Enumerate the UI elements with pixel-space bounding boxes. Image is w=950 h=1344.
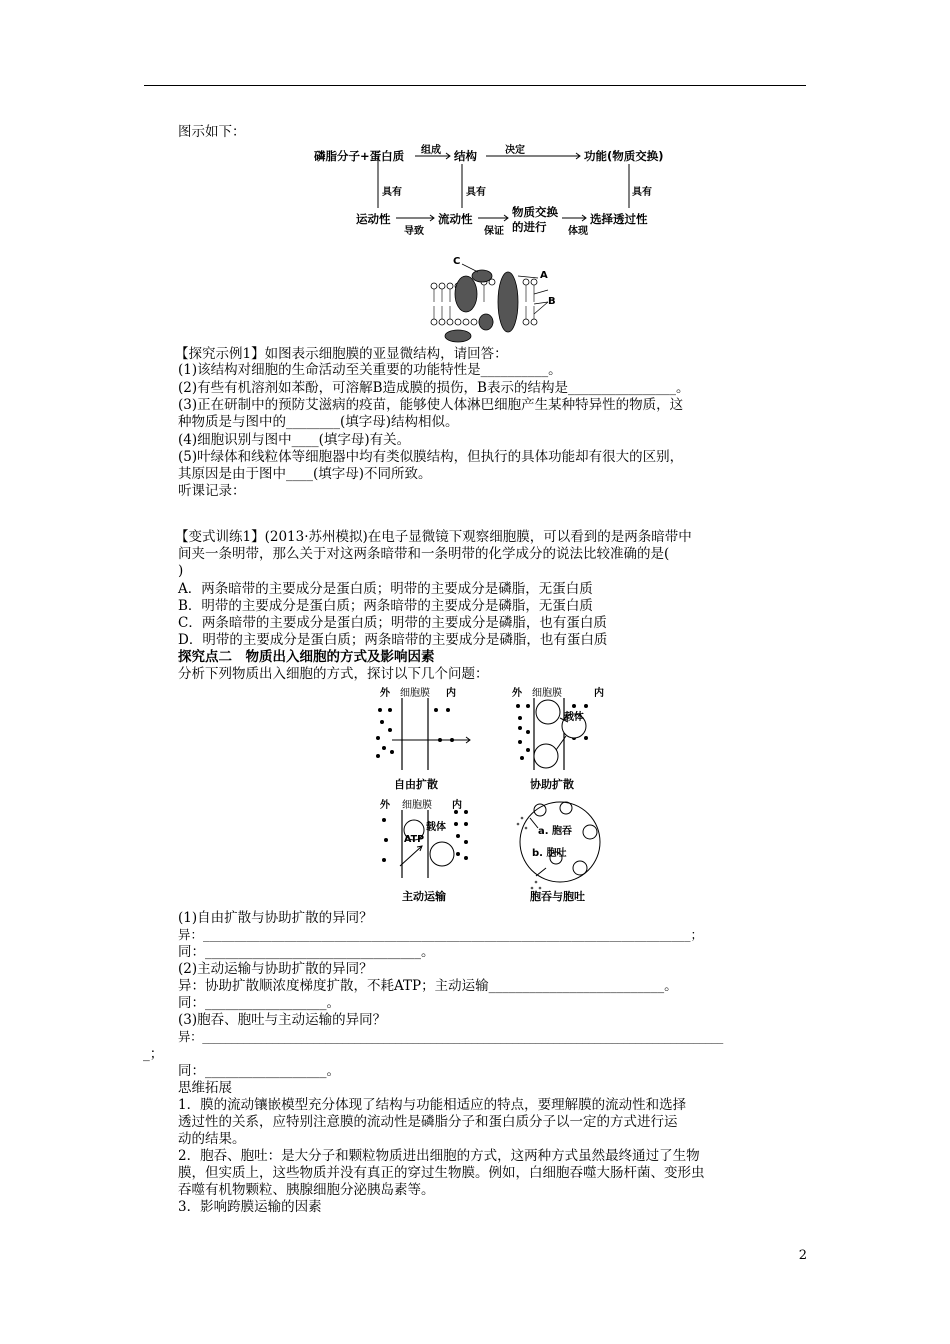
example1-q4: (4)细胞识别与图中____(填字母)有关。 [178,432,411,448]
cm-have-1: 具有 [382,187,402,198]
fig-out-3: 外 [380,800,390,811]
cm-node-function: 功能(物质交换) [584,149,664,163]
page-number: 2 [798,1248,807,1263]
section2-heading: 探究点二 物质出入细胞的方式及影响因素 [178,649,435,665]
fig-carrier-2: 载体 [426,822,446,833]
cm-node-exchange: 物质交换 [512,205,558,219]
q2-3: (3)胞吞、胞吐与主动运输的异同？ [178,1012,387,1028]
fig-in-3: 内 [452,800,462,811]
fig-out-2: 外 [512,688,522,699]
expand-p2-line3: 吞噬有机物颗粒、胰腺细胞分泌胰岛素等。 [178,1182,435,1198]
q2-2-same: 同：__________________。 [178,995,340,1011]
fig-exocytosis: b. 胞吐 [532,848,567,859]
variant1-option-b: B．明带的主要成分是蛋白质；两条暗带的主要成分是磷脂，无蛋白质 [178,598,593,614]
cm-have-3: 具有 [632,187,652,198]
caption-endo-exocytosis: 胞吞与胞吐 [530,890,585,903]
fig-membrane-2: 细胞膜 [532,688,562,699]
fig-out-1: 外 [380,688,390,699]
fig-membrane-1: 细胞膜 [400,688,430,699]
cm-edge-cause: 导致 [404,226,424,237]
cm-node-selective: 选择透过性 [590,212,648,226]
cm-node-fluidity: 流动性 [438,212,473,226]
membrane-label-b: B [548,296,556,307]
variant1-option-c: C．两条暗带的主要成分是蛋白质；明带的主要成分是磷脂，也有蛋白质 [178,615,607,631]
fig-in-1: 内 [446,688,456,699]
variant1-stem-line3: ) [178,563,184,579]
q2-2: (2)主动运输与协助扩散的异同？ [178,961,373,977]
section2-lead: 分析下列物质出入细胞的方式，探讨以下几个问题： [178,666,489,682]
q2-3-diff: 异：_________________________________________________________________________________________ [178,1029,723,1044]
expand-p3: 3．影响跨膜运输的因素 [178,1199,322,1215]
caption-facilitated-diffusion: 协助扩散 [530,778,574,791]
variant1-stem-line2: 间夹一条明带，那么关于对这两条暗带和一条明带的化学成分的说法比较准确的是( [178,546,670,562]
cm-edge-compose: 组成 [421,145,441,156]
concept-map [300,138,690,238]
example1-title: 【探究示例1】如图表示细胞膜的亚显微结构，请回答： [175,346,508,362]
q2-1-same: 同：________________________________。 [178,944,435,960]
q2-2-diff: 异：协助扩散顺浓度梯度扩散，不耗ATP；主动运输__________________________。 [178,978,678,994]
example1-q3-line2: 种物质是与图中的________(填字母)结构相似。 [178,414,459,430]
q2-3-cont: _； [143,1046,164,1062]
cm-edge-ensure: 保证 [484,226,504,237]
variant1-stem-line1: 【变式训练1】(2013·苏州模拟)在电子显微镜下观察细胞膜，可以看到的是两条暗带中 [175,529,692,545]
cm-edge-reflect: 体现 [568,226,588,237]
expand-p2-line1: 2．胞吞、胞吐：是大分子和颗粒物质进出细胞的方式，这两种方式虽然最终通过了生物 [178,1148,700,1164]
q2-1: (1)自由扩散与协助扩散的异同？ [178,910,373,926]
fig-membrane-3: 细胞膜 [402,800,432,811]
transport-figure [370,682,620,904]
cm-node-motility: 运动性 [356,212,391,226]
fig-endocytosis: a. 胞吞 [538,826,573,837]
expand-p1-line3: 动的结果。 [178,1131,246,1147]
fig-carrier-1: 载体 [564,712,584,723]
fig-in-2: 内 [594,688,604,699]
example1-q5-line1: (5)叶绿体和线粒体等细胞器中均有类似膜结构，但执行的具体功能却有很大的区别， [178,449,684,465]
example1-q2: (2)有些有机溶剂如苯酚，可溶解B造成膜的损伤，B表示的结构是________________。 [178,380,690,396]
expand-title: 思维拓展 [178,1080,232,1096]
example1-q1: (1)该结构对细胞的生命活动至关重要的功能特性是__________。 [178,362,562,378]
cm-node-exchange-cont: 的进行 [512,220,547,234]
q2-1-diff: 异：______________________________________________________________________________； [178,927,704,942]
cm-node-structure: 结构 [454,149,477,163]
expand-p1-line2: 透过性的关系，应特别注意膜的流动性是磷脂分子和蛋白质分子以一定的方式进行运 [178,1114,678,1130]
membrane-label-c: C [453,256,461,267]
example1-q5-line2: 其原因是由于图中____(填字母)不同所致。 [178,466,432,482]
membrane-label-a: A [540,270,548,281]
cm-arrows [300,138,690,238]
expand-p2-line2: 膜，但实质上，这些物质并没有真正的穿过生物膜。例如，白细胞吞噬大肠杆菌、变形虫 [178,1165,705,1181]
fig-atp: ATP [404,834,425,845]
header-rule [144,85,806,86]
variant1-option-d: D．明带的主要成分是蛋白质；两条暗带的主要成分是磷脂，也有蛋白质 [178,632,608,648]
membrane-figure [422,252,572,344]
q2-3-same: 同：__________________。 [178,1063,340,1079]
example1-notes: 听课记录： [178,483,246,499]
intro-text: 图示如下： [178,124,246,140]
caption-simple-diffusion: 自由扩散 [394,778,438,791]
cm-node-phospholipid-protein: 磷脂分子+蛋白质 [314,149,405,163]
variant1-option-a: A．两条暗带的主要成分是蛋白质；明带的主要成分是磷脂，无蛋白质 [178,581,593,597]
cm-edge-decide: 决定 [505,145,525,156]
expand-p1-line1: 1．膜的流动镶嵌模型充分体现了结构与功能相适应的特点，要理解膜的流动性和选择 [178,1097,687,1113]
example1-q3-line1: (3)正在研制中的预防艾滋病的疫苗，能够使人体淋巴细胞产生某种特异性的物质，这 [178,397,684,413]
caption-active-transport: 主动运输 [402,890,446,903]
cm-have-2: 具有 [466,187,486,198]
